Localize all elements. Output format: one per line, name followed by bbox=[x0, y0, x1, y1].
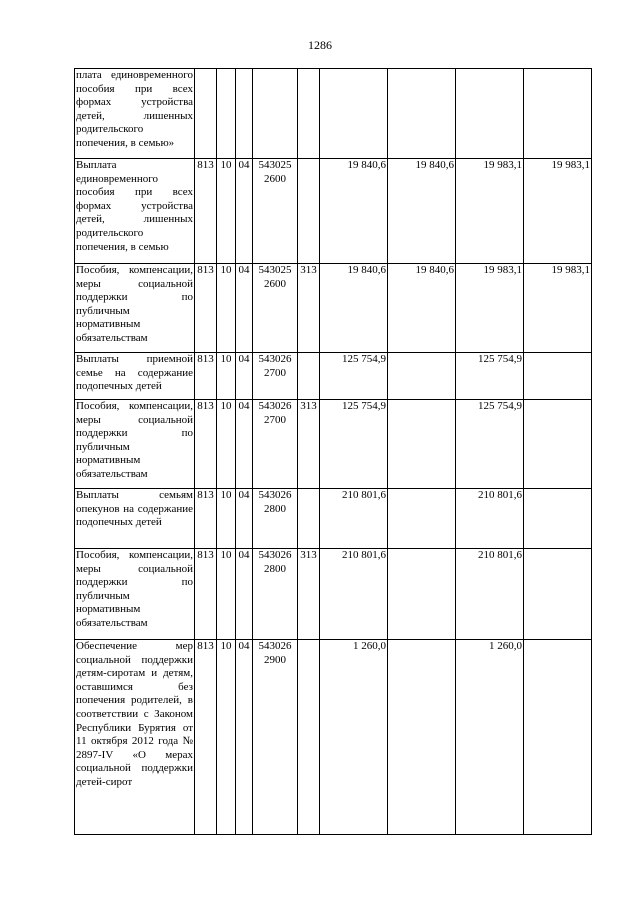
cell-expense-type: 313 bbox=[298, 264, 320, 353]
cell-section: 10 bbox=[217, 159, 236, 264]
cell-subsection: 04 bbox=[236, 549, 253, 640]
table-row bbox=[75, 159, 592, 264]
cell-expense-type bbox=[298, 640, 320, 835]
table-row bbox=[75, 69, 592, 159]
cell-description: Выплата единовременного пособия при всех формах устройства детей, лишенных родительского попечения, в семью bbox=[75, 159, 195, 264]
cell-subsection: 04 bbox=[236, 353, 253, 400]
page-number: 1286 bbox=[308, 38, 332, 52]
cell-section: 10 bbox=[217, 489, 236, 549]
cell-section bbox=[217, 69, 236, 159]
cell-section: 10 bbox=[217, 640, 236, 835]
cell-subsection bbox=[236, 69, 253, 159]
cell-target-article: 543026 2800 bbox=[253, 489, 298, 549]
cell-amount-3: 125 754,9 bbox=[456, 353, 524, 400]
cell-amount-1: 210 801,6 bbox=[320, 549, 388, 640]
table-row bbox=[75, 400, 592, 489]
cell-amount-1: 210 801,6 bbox=[320, 489, 388, 549]
cell-amount-4 bbox=[524, 69, 592, 159]
cell-amount-3: 210 801,6 bbox=[456, 489, 524, 549]
cell-amount-4 bbox=[524, 400, 592, 489]
cell-amount-3 bbox=[456, 69, 524, 159]
cell-target-article: 543026 2700 bbox=[253, 400, 298, 489]
cell-description: плата единовременного пособия при всех формах устройства детей, лишенных родительского попечения, в семью» bbox=[75, 69, 195, 159]
cell-target-article: 543025 2600 bbox=[253, 264, 298, 353]
cell-section: 10 bbox=[217, 549, 236, 640]
cell-amount-3: 210 801,6 bbox=[456, 549, 524, 640]
cell-subsection: 04 bbox=[236, 400, 253, 489]
cell-amount-1: 1 260,0 bbox=[320, 640, 388, 835]
cell-description: Пособия, компенсации, меры социальной поддержки по публичным нормативным обязательствам bbox=[75, 400, 195, 489]
cell-amount-1: 19 840,6 bbox=[320, 264, 388, 353]
cell-expense-type bbox=[298, 353, 320, 400]
cell-amount-1: 125 754,9 bbox=[320, 353, 388, 400]
cell-amount-3: 19 983,1 bbox=[456, 264, 524, 353]
cell-amount-4: 19 983,1 bbox=[524, 264, 592, 353]
cell-subsection: 04 bbox=[236, 640, 253, 835]
cell-amount-2 bbox=[388, 489, 456, 549]
cell-expense-type: 313 bbox=[298, 549, 320, 640]
cell-grbs: 813 bbox=[195, 159, 217, 264]
cell-amount-1 bbox=[320, 69, 388, 159]
cell-amount-1: 125 754,9 bbox=[320, 400, 388, 489]
cell-grbs bbox=[195, 69, 217, 159]
cell-subsection: 04 bbox=[236, 264, 253, 353]
cell-expense-type: 313 bbox=[298, 400, 320, 489]
cell-description: Пособия, компенсации, меры социальной поддержки по публичным нормативным обязательствам bbox=[75, 549, 195, 640]
cell-amount-1: 19 840,6 bbox=[320, 159, 388, 264]
cell-section: 10 bbox=[217, 400, 236, 489]
table-row bbox=[75, 640, 592, 835]
cell-amount-3: 125 754,9 bbox=[456, 400, 524, 489]
cell-grbs: 813 bbox=[195, 353, 217, 400]
cell-amount-4 bbox=[524, 353, 592, 400]
cell-description: Пособия, компенсации, меры социальной поддержки по публичным нормативным обязательствам bbox=[75, 264, 195, 353]
cell-target-article: 543026 2800 bbox=[253, 549, 298, 640]
cell-amount-2 bbox=[388, 353, 456, 400]
cell-grbs: 813 bbox=[195, 400, 217, 489]
cell-amount-3: 19 983,1 bbox=[456, 159, 524, 264]
cell-amount-4: 19 983,1 bbox=[524, 159, 592, 264]
cell-amount-3: 1 260,0 bbox=[456, 640, 524, 835]
cell-amount-2 bbox=[388, 400, 456, 489]
cell-subsection: 04 bbox=[236, 489, 253, 549]
cell-grbs: 813 bbox=[195, 640, 217, 835]
cell-amount-4 bbox=[524, 549, 592, 640]
cell-target-article: 543026 2900 bbox=[253, 640, 298, 835]
cell-amount-2 bbox=[388, 69, 456, 159]
cell-target-article: 543026 2700 bbox=[253, 353, 298, 400]
table-row bbox=[75, 489, 592, 549]
cell-amount-4 bbox=[524, 489, 592, 549]
budget-table bbox=[74, 68, 592, 835]
cell-expense-type bbox=[298, 159, 320, 264]
cell-amount-2 bbox=[388, 640, 456, 835]
cell-section: 10 bbox=[217, 353, 236, 400]
cell-expense-type bbox=[298, 489, 320, 549]
cell-description: Обеспечение мер социальной поддержки детям-сиротам и детям, оставшимся без попечения родителей, в соответствии с Законом Республики Бурятия от 11 октября 2012 года № 2897-IV «О мерах социальной поддержки детей-сирот bbox=[75, 640, 195, 835]
cell-target-article bbox=[253, 69, 298, 159]
cell-description: Выплаты семьям опекунов на содержание подопечных детей bbox=[75, 489, 195, 549]
cell-grbs: 813 bbox=[195, 549, 217, 640]
cell-target-article: 543025 2600 bbox=[253, 159, 298, 264]
cell-amount-2: 19 840,6 bbox=[388, 159, 456, 264]
table-row bbox=[75, 264, 592, 353]
cell-grbs: 813 bbox=[195, 489, 217, 549]
table-row bbox=[75, 549, 592, 640]
cell-section: 10 bbox=[217, 264, 236, 353]
cell-amount-2 bbox=[388, 549, 456, 640]
cell-grbs: 813 bbox=[195, 264, 217, 353]
cell-amount-2: 19 840,6 bbox=[388, 264, 456, 353]
cell-description: Выплаты приемной семье на содержание подопечных детей bbox=[75, 353, 195, 400]
cell-expense-type bbox=[298, 69, 320, 159]
table-row bbox=[75, 353, 592, 400]
cell-amount-4 bbox=[524, 640, 592, 835]
cell-subsection: 04 bbox=[236, 159, 253, 264]
